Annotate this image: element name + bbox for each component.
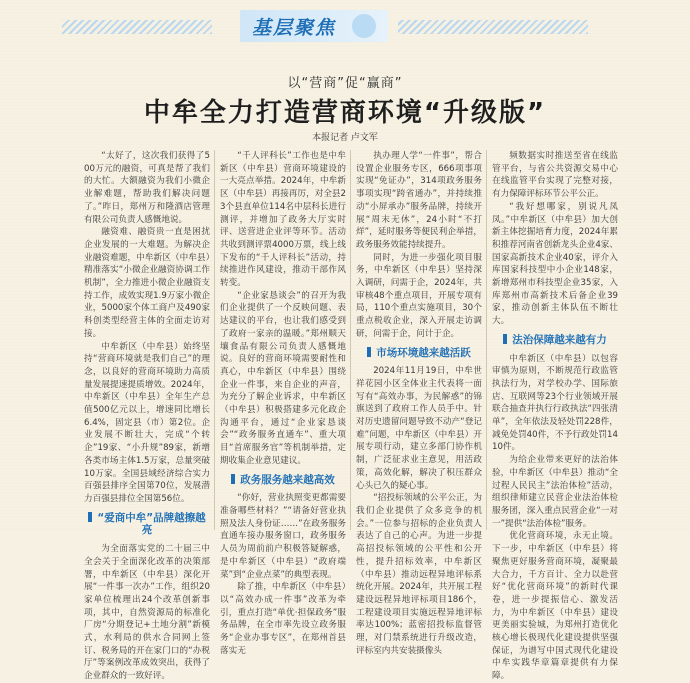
subheading-marker (231, 474, 235, 484)
article-kicker: 以“营商”促“赢商” (287, 76, 403, 91)
paragraph: “我好想哪家，别说凡凤凤。”中牟新区（中牟县）加大创新主体挖掘培育力度，2024年累积推荐河南省创新龙头企业4家、国家高新技术企业40家，评介入库国家科技型中小企业148家，新增郑州市科技型企业35家，入库郑州市高新技术后备企业39家，推动创新主体队伍不断壮大。 (492, 201, 618, 327)
section-masthead (0, 8, 690, 48)
subheading-text: 政务服务越来越高效 (240, 473, 335, 486)
article-column-2 (220, 150, 346, 656)
paragraph: 除了推，中牟新区（中牟县）以“高效办成一件事”改革为牵引，重点打造“单优·担保政务”服务品牌，在全市率先设立政务服务“企业办事专区”，在郑州首县落实无 (220, 582, 346, 656)
paragraph: 频数据实时推送至省在线监管平台，与省公共资源交易中心在线监管平台实现了完整对接，有力保障评标环节公平公正。 (492, 151, 618, 200)
article-column-4 (492, 150, 618, 682)
paragraph: 为全面落实党的二十届三中全会关于全面深化改革的决策部署，中牟新区（中牟县）深化开展“一件事一次办”工作，组织20家单位梳理出24个改革创新事项，其中，自然资源局的标准化厂房“分期登记+土地分割”新模式，水利局的供水合同网上签订、税务局的开在家门口的“办税厅”等案例改革成效突出，获得了企业群众的一致好评。 (84, 544, 210, 682)
paragraph: 执办理人学“一件事”，帮合设置企业服务专区，666项事项实现“免证办”，314项政务服务事项实现“跨省通办”，并持续推动“小屏承办”服务品牌，持续开展“周末无休”，24小时“不打烊”，延时服务等便民利企举措，政务服务效能持续提升。 (356, 151, 482, 250)
decorative-brush-stroke-right (398, 20, 588, 34)
paragraph: 优化营商环境，永无止境。下一步，中牟新区（中牟县）将聚焦更好服务营商环境，凝聚最大合力，千方百计、全力以赴营好“优化营商环境”的新时代课卷，进一步提振信心、激发活力，为中牟新区（中牟县）建设更美丽实验城，为郑州打造优化核心增长极现代化建设提供坚强保证，为谱写中国式现代化建设中牟实践华章篇章提供有力保障。 (492, 531, 618, 682)
paragraph: “千人评科长”工作也是中牟新区（中牟县）营商环境建设的一大亮点举措。2024年，中牟新区（中牟县）再接再厉，对全县23个县直单位114名中层科长进行测评，并增加了政务大厅实时评、送营进企业评等环节。活动共收到测评票4000万票，线上线下发布的“千人评科长”活动，持续推进作风建设，推动干部作风转变。 (220, 151, 346, 289)
subheading-marker (367, 347, 371, 357)
subheading (492, 334, 618, 347)
article-column-3 (356, 150, 482, 656)
paragraph: 为给企业带来更好的法治体验，中牟新区（中牟县）推动“全过程人民民主”法治体检”活动，组织律师建立民营企业法治体检服务团，深入重点民营企业“一对一”提供“法治体检”服务。 (492, 455, 618, 529)
subheading-text: “爱商中牟”品牌越擦越亮 (97, 511, 206, 537)
paragraph: “你好，营业执照变更都需要准备哪些材料？”“请备好营业执照及法人身份证……”在政务服务直通车接办服务窗口，政务服务人员为周前前户积极答疑解惑，是中牟新区（中牟县）“政府端菜”到“企业点菜”的典型表现。 (220, 493, 346, 580)
decorative-brush-stroke-left (62, 20, 212, 34)
column-rule (486, 150, 487, 530)
section-title: 基层聚焦 (252, 17, 337, 39)
column-rule (214, 150, 215, 530)
paragraph: 中牟新区（中牟县）始终坚持“营商环境就是我们自己”的理念，以良好的营商环境助力高质量发展提速提质增效。2024年，中牟新区（中牟县）全年生产总值500亿元以上，增速同比增长6.4%，固定县（市）第2位。企业发展不断壮大，完成“个转企”19家、“小升规”89家，新增各类市场主体1.5万家，总量突破10万家。全国县域经济综合实力百强县排序全国第70位，发展潜力百强县排位全国第56位。 (84, 341, 210, 504)
subheading-text: 法治保障越来越有力 (512, 333, 607, 346)
paragraph: 中牟新区（中牟县）以包容审慎为原则，不断规范行政监管执法行为，对学校办学、国际旅店、互联网等23个行业领域开展联合抽查并执行行政执法“四张清单”，全年依法及轻处罚228件，减免处罚40件，不予行政处罚1410件。 (492, 353, 618, 453)
subheading-text: 市场环境越来越活跃 (376, 346, 471, 359)
paragraph: 同时，为进一步强化项目服务，中牟新区（中牟县）坚持深入调研，问需于企，2024年，共审核48个重点项目，开展专项有局，110个重点实施项目，30个重点税收企业，深入开展走访调研，问需于企，问计于企。 (356, 252, 482, 339)
subheading-marker (88, 512, 92, 522)
paragraph: “太好了，这次我们获得了500万元的融资，可真是帮了我们的大忙。大额融资为我们小微企业解难题，帮助我们解决问题了。”昨日，郑州万和隆酒店管理有限公司负责人感慨地说。 (84, 151, 210, 225)
article-column-1 (84, 150, 210, 682)
paragraph: 2024年11月19日，中牟世祥花园小区全体业主代表将一面写有“高效办事，为民解惑”的锦旗送到了政府工作人员手中。针对历史遗留问题导致不动产“登记难”问题，中牟新区（中牟县）开展专项行动，建立多部门协作机制，广泛征求业主意见，用活政策，高效化解，解决了积压群众心头已久的疑心事。 (356, 366, 482, 491)
subheading (84, 512, 210, 537)
paragraph: “企业家恳谈会”的召开为我们企业提供了一个反映问题、表达建议的平台，也让我们感受到了政府一家亲的温暖。”郑州顺天壤食品有限公司负责人感慨地说。良好的营商环境需要耐性和真心，中牟新区（中牟县）围绕企业一件事，来自企业的声音，为充分了解企业诉求，中牟新区（中牟县）积极搭建多元化政企沟通平台，通过“企业家恳谈会”“政务服务直通车”、重大项目“首席服务官”等机制举措，定期收集企业意见建议。 (220, 290, 346, 466)
article-headline: 中牟全力打造营商环境“升级版” (143, 98, 547, 128)
subheading-marker (503, 334, 507, 344)
subheading (356, 347, 482, 360)
paragraph: 融资难、融资贵一直是困扰企业发展的一大难题。为解决企业融资难题，中牟新区（中牟县）精准落实“小微企业融资协调工作机制”，全力推进小微企业融资支持工作，成效实现1.9万家小微企业，5000家个体工商户及490家科创类型经营主体的全面走访对接。 (84, 227, 210, 339)
subheading (220, 474, 346, 487)
article-byline: 本报记者 卢文军 (312, 133, 378, 143)
banner-accent-circle (352, 14, 376, 38)
paragraph: “招投标领域的公平公正，为我们企业提供了众多竞争的机会。”一位参与招标的企业负责人表达了自己的心声。为进一步提高招投标领域的公平性和公开性，提升招标效率，中牟新区（中牟县）推动远程异地评标系统化开展。2024年，共开展工程建设远程异地评标项目186个，工程建设项目实施远程异地评标率达100%；蓝密招投标监督管理，对门禁系统进行升级改造，评标室内共安装摄像头 (356, 493, 482, 656)
column-rule (350, 150, 351, 530)
